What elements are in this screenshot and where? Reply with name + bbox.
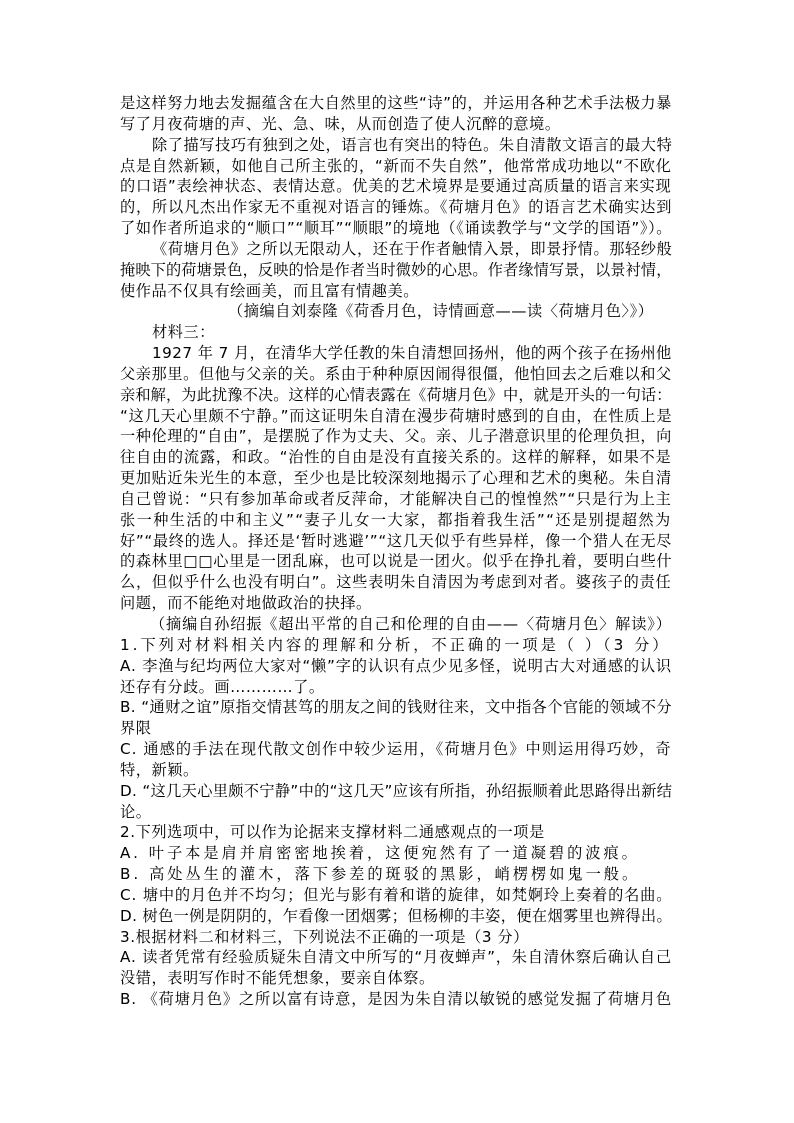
- text-line: 除了描写技巧有独到之处，语言也有突出的特色。朱自清散文语言的最大特: [152, 135, 673, 154]
- text-line: 父亲那里。但他与父亲的关。系由于种种原因闹得很僵，他怕回去之后难以和父: [120, 364, 672, 383]
- text-line: 点是自然新颖，如他自己所主张的，“新而不失自然”，他常常成功地以“不欧化: [120, 156, 672, 175]
- text-line: 张一种生活的中和主义”“妻子儿女一大家，都指着我生活”“还是别提超然为: [120, 510, 672, 529]
- text-line: 特，新颖。: [120, 760, 199, 779]
- text-line: B. 《荷塘月色》之所以富有诗意，是因为朱自清以敏锐的感觉发掘了荷塘月色: [120, 990, 673, 1009]
- text-line: 自己曾说：“只有参加革命或者反萍命，才能解决自己的惶惶然”“只是行为上主: [120, 489, 672, 508]
- text-line: 论。: [120, 802, 152, 821]
- citation-line: （摘编自孙绍振《超出平常的自己和伦理的自由——〈荷塘月色〉解读》）: [150, 615, 672, 633]
- text-line: 了如作者所追求的“顺口”“顺耳”“顺眼”的境地（《诵读教学与“文学的国语”》）。: [120, 219, 673, 238]
- text-line: 界限: [120, 719, 152, 738]
- text-line: B. 高处丛生的灌木，落下参差的斑驳的黑影，峭楞楞如鬼一般。: [120, 865, 641, 884]
- text-line: 3.根据材料二和材料三，下列说法不正确的一项是（3 分）: [120, 927, 529, 946]
- text-line: 材料三：: [152, 323, 215, 342]
- text-line: B. “通财之谊”原指交情甚笃的朋友之间的钱财往来，文中指各个官能的领域不分: [120, 698, 672, 717]
- text-line: 么，但似乎什么也没有明白”。这些表明朱自清因为考虑到对者。婆孩子的责任: [120, 573, 672, 592]
- text-line: C. 通感的手法在现代散文创作中较少运用，《荷塘月色》中则运用得巧妙，奇: [120, 740, 672, 759]
- text-line: 的森林里□□心里是一团乱麻，也可以说是一团火。似乎在挣扎着，要明白些什: [120, 552, 673, 571]
- text-line: 1927 年 7 月，在清华大学任教的朱自清想回扬州，他的两个孩子在扬州他: [152, 344, 672, 363]
- text-line: 还存有分歧。画…………了。: [120, 677, 325, 696]
- text-line: 的口语”表绘神状态、表情达意。优美的艺术境界是要通过高质量的语言来实现: [120, 177, 672, 196]
- text-line: D. 树色一例是阴阴的，乍看像一团烟雾；但杨柳的丰姿，便在烟雾里也辨得出。: [120, 906, 673, 925]
- text-line: 掩映下的荷塘景色，反映的恰是作者当时微妙的心思。作者缘情写景，以景衬情，: [120, 260, 672, 279]
- text-line: 问题，而不能绝对地做政治的抉择。: [120, 594, 372, 613]
- text-line: 是这样努力地去发掘蕴含在大自然里的这些“诗”的，并运用各种艺术手法极力暴: [120, 94, 672, 112]
- text-line: 2.下列选项中，可以作为论据来支撑材料二通感观点的一项是: [120, 823, 545, 842]
- text-line: 更加贴近朱光生的本意，至少也是比较深刻地揭示了心理和艺术的奥秘。朱自清: [120, 469, 672, 488]
- text-line: C. 塘中的月色并不均匀；但光与影有着和谐的旋律，如梵婀玲上奏着的名曲。: [120, 885, 673, 904]
- citation-line: （摘编自刘泰隆《荷香月色，诗情画意——读〈荷塘月色〉》）: [228, 302, 654, 321]
- text-line: 《荷塘月色》之所以无限动人，还在于作者触情入景，即景抒情。那轻纱般: [152, 239, 673, 258]
- text-line: 没错，表明写作时不能凭想象，要亲自体察。: [120, 969, 435, 988]
- text-line: 的，所以凡杰出作家无不重视对语言的锤炼。《荷塘月色》的语言艺术确实达到: [120, 198, 673, 217]
- text-line: 好”“最终的选人。择还是‘暂时逃避’”“这几天似乎有些异样，像一个猎人在无尽: [120, 531, 673, 550]
- text-line: 一种伦理的“自由”，是摆脱了作为丈夫、父。亲、儿子潜意识里的伦理负担，向: [120, 427, 672, 446]
- text-line: 写了月夜荷塘的声、光、急、味，从而创造了使人沉醉的意境。: [120, 114, 561, 133]
- text-line: D. “这几天心里颇不宁静”中的“这几天”应该有所指，孙绍振顺着此思路得出新结: [120, 781, 673, 800]
- text-line: 往自由的流露，和政。“治性的自由是没有直接关系的。这样的解释，如果不是: [120, 448, 672, 467]
- text-line: A. 读者凭常有经验质疑朱自清文中所写的“月夜蝉声”，朱自清休察后确认自己: [120, 948, 672, 967]
- text-line: “这几天心里颇不宁静。”而这证明朱自清在漫步荷塘时感到的自由，在性质上是: [120, 406, 673, 425]
- text-line: A. 李渔与纪均两位大家对“懒”字的认识有点少见多怪，说明古大对通感的认识: [120, 656, 672, 675]
- text-line: 亲和解，为此扰豫不决。这样的心情表露在《荷塘月色》中，就是开头的一句话：: [120, 385, 672, 404]
- text-line: 使作品不仅具有绘画美，而且富有情趣美。: [120, 281, 420, 300]
- text-line: 1.下列对材料相关内容的理解和分析，不正确的一项是（ ）（3 分）: [120, 635, 671, 654]
- text-line: A. 叶子本是肩并肩密密地挨着，这便宛然有了一道凝碧的波痕。: [120, 844, 640, 863]
